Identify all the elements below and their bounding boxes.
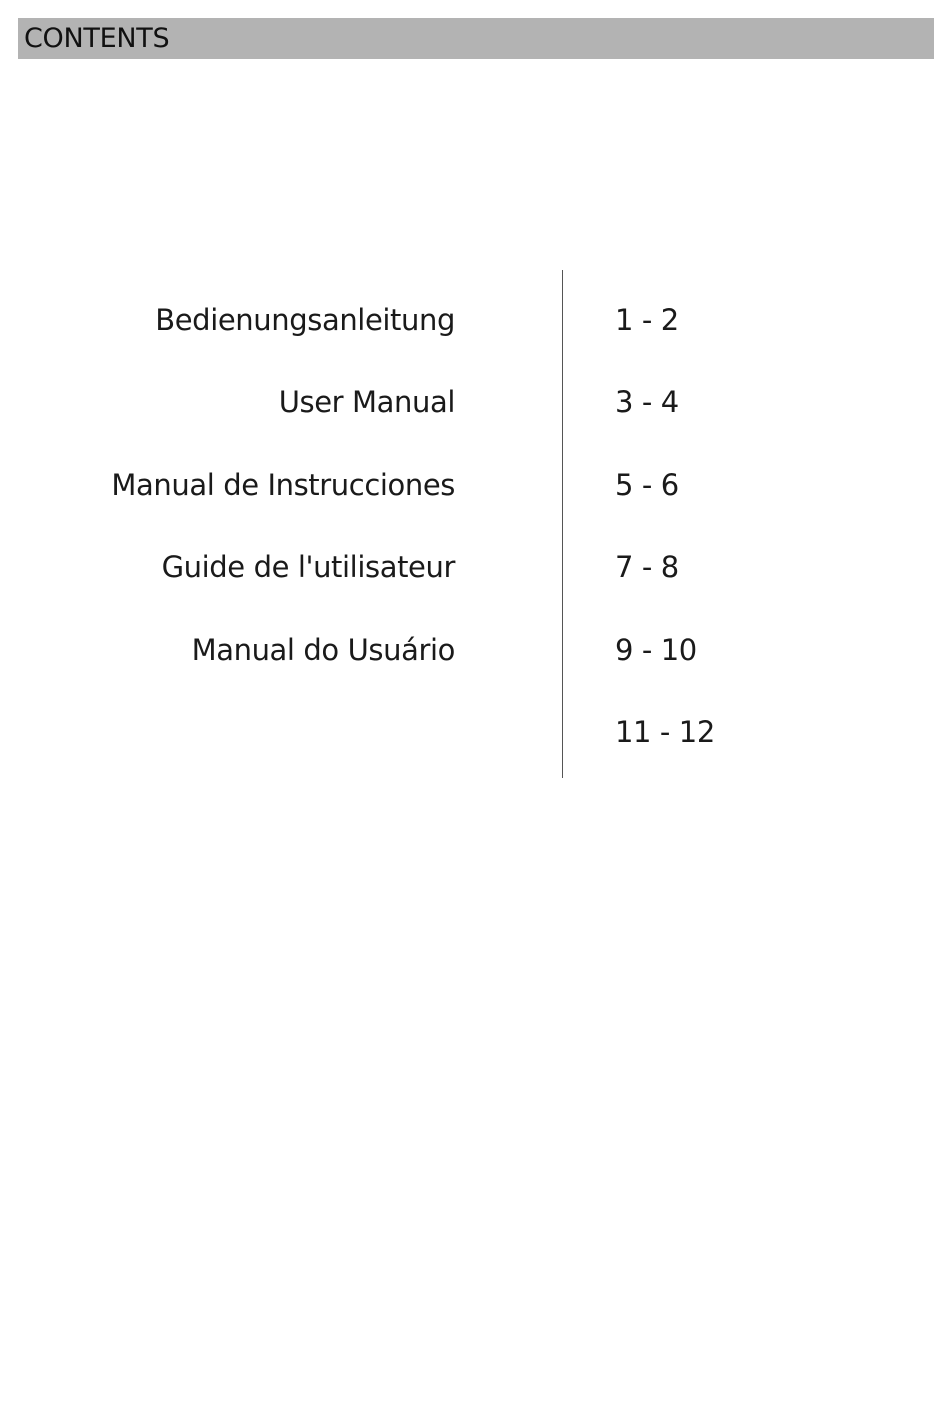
toc-page-range: 5 - 6 [615, 467, 679, 502]
toc-page-range: 11 - 12 [615, 714, 715, 749]
toc-page-range: 7 - 8 [615, 550, 679, 585]
toc-page-range: 9 - 10 [615, 632, 697, 667]
toc-title-spanish: Manual de Instrucciones [111, 467, 455, 502]
toc-title-list [111, 298, 455, 710]
toc-divider [562, 270, 563, 778]
toc-page-range: 3 - 4 [615, 385, 679, 420]
toc-title-french: Guide de l'utilisateur [161, 550, 455, 585]
page-title: CONTENTS [24, 23, 170, 54]
table-of-contents [0, 270, 950, 778]
toc-title-german: Bedienungsanleitung [155, 303, 455, 337]
toc-page-range: 1 - 2 [615, 303, 679, 337]
toc-page-list [615, 298, 715, 792]
toc-title-portuguese: Manual do Usuário [191, 632, 455, 667]
toc-title-english: User Manual [278, 385, 455, 420]
contents-header-bar [18, 18, 934, 59]
